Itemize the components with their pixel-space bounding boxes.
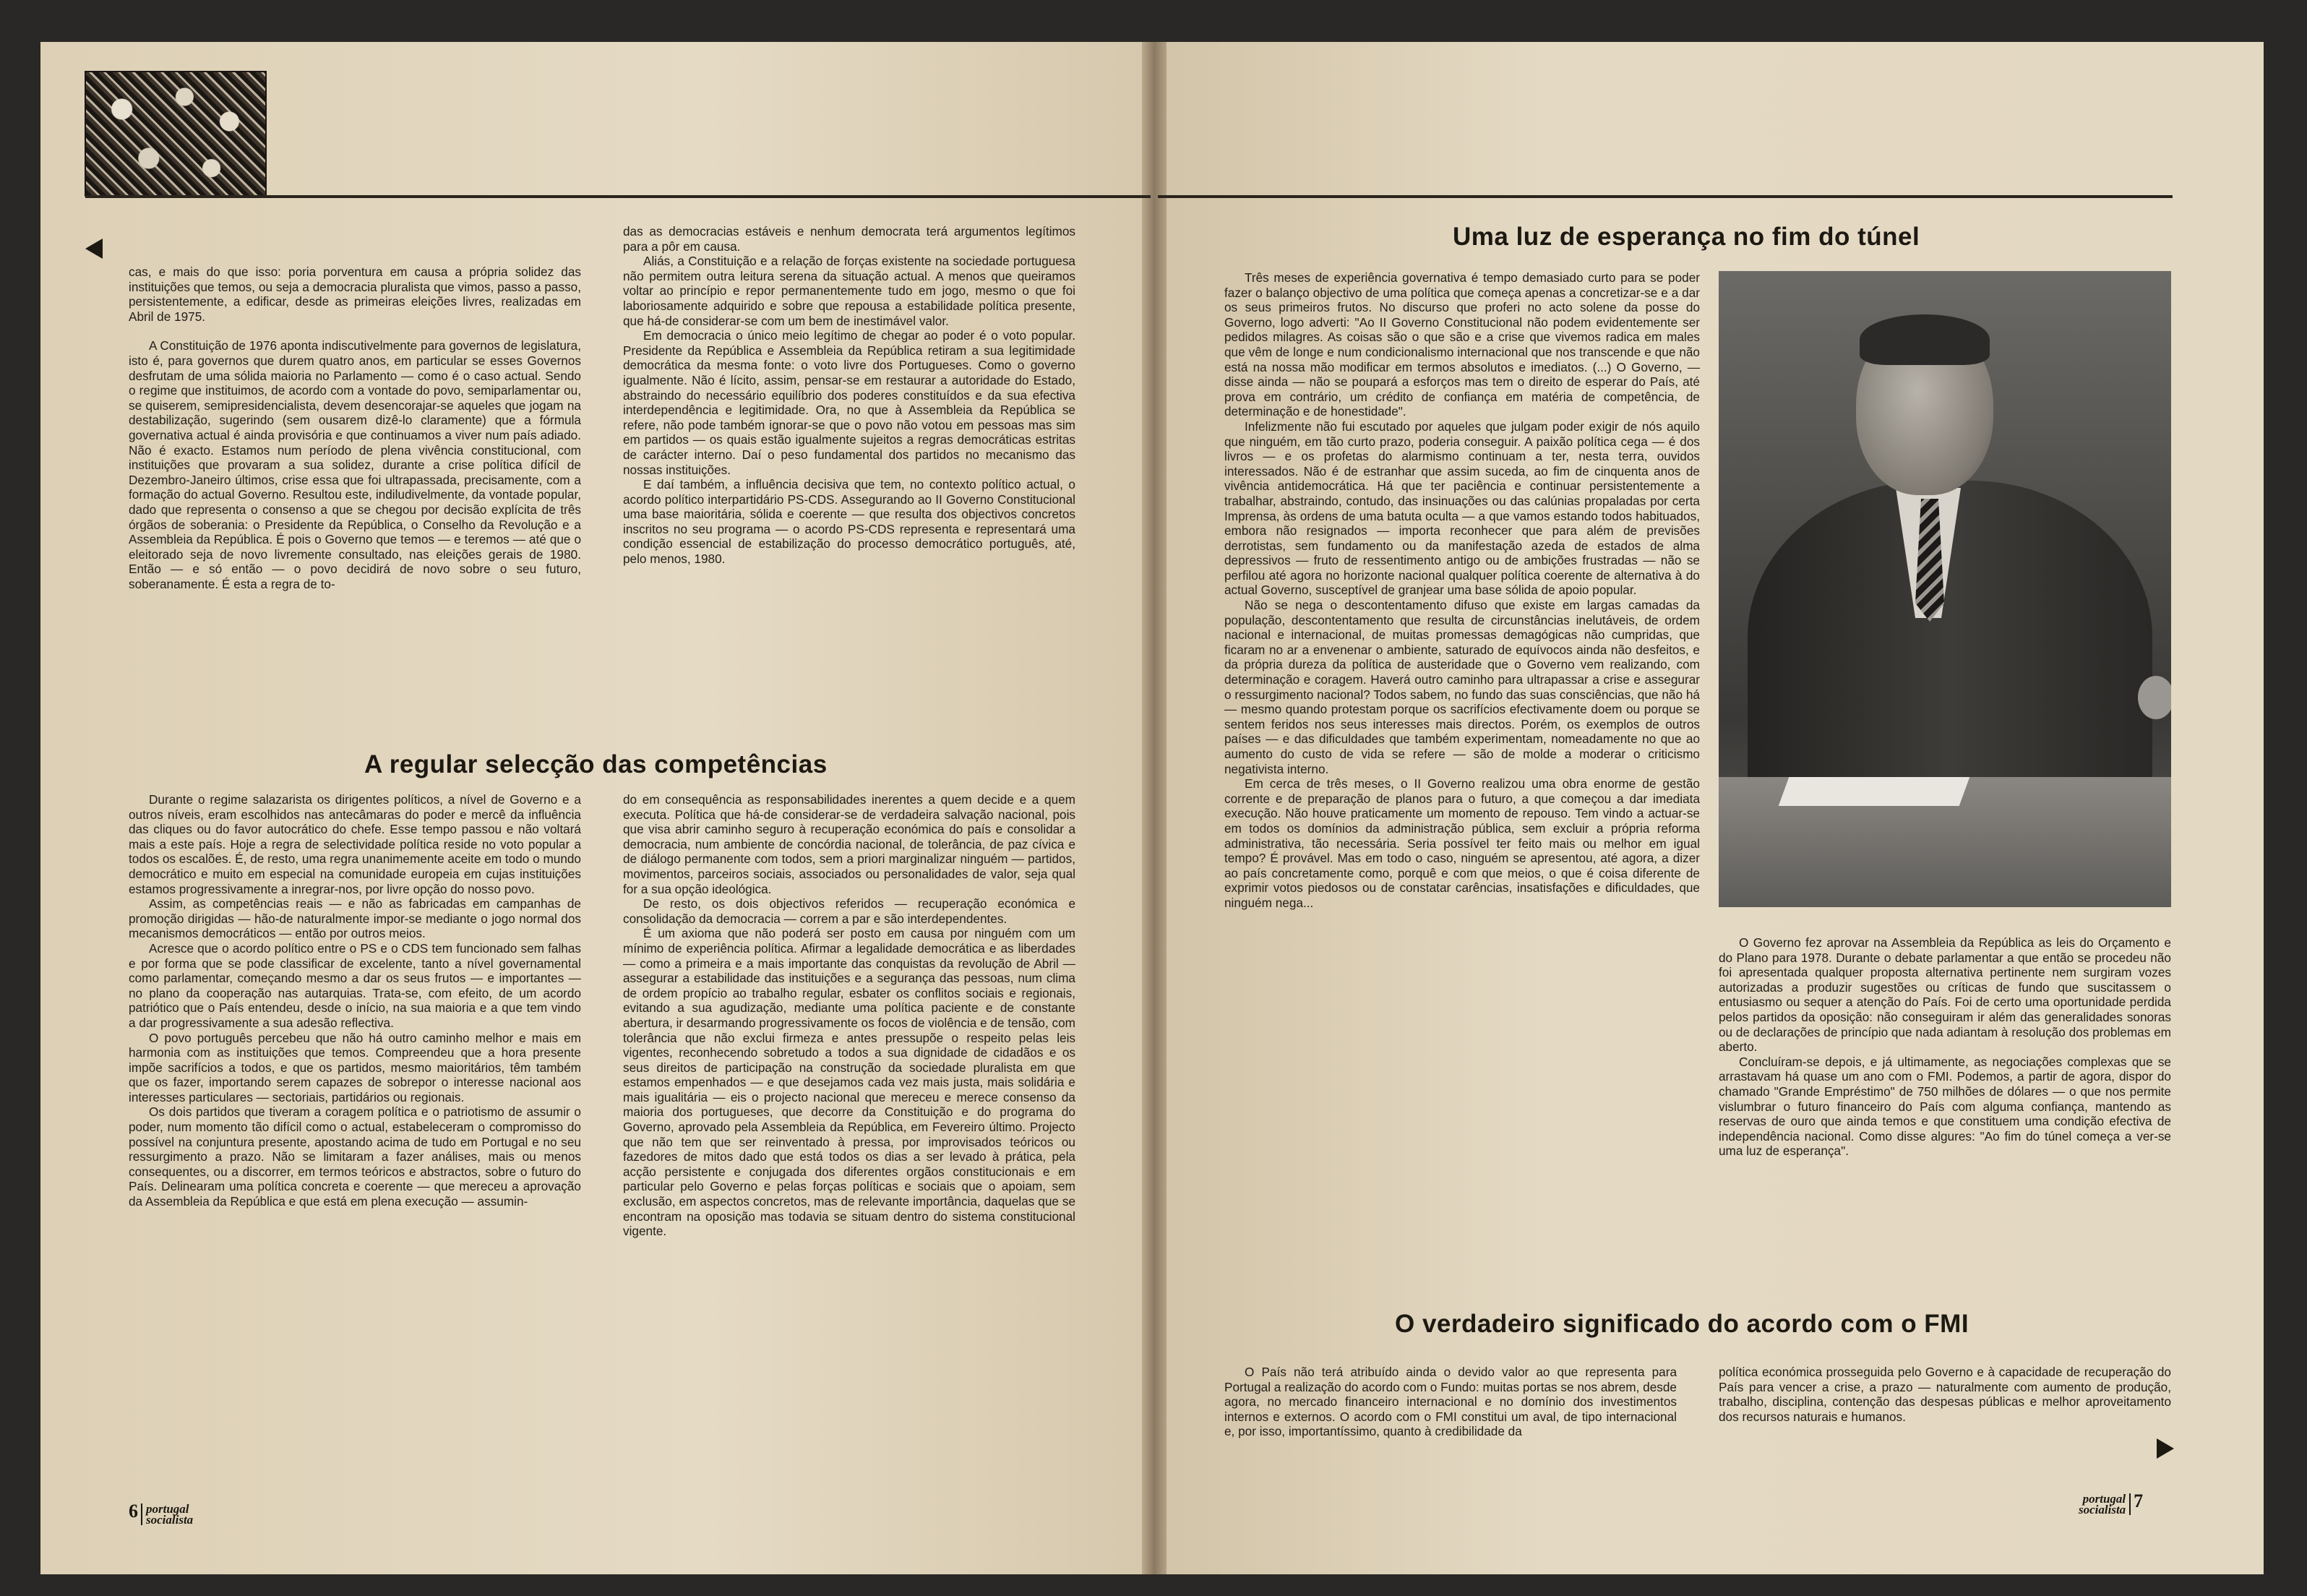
paragraph: Acresce que o acordo político entre o PS e o CDS tem funcionado sem falhas e por forma que se pode classificar de excelente, tanto a nível governamental como parlamentar, começando mesmo a dar os seus frutos — e importantes — no plano da cooperação nas autarquias. Trata-se, com efeito, de um acordo patriótico que o País entendeu, desde o início, na sua maioria e a que tem vindo a dar progressivamente a sua adesão reflectiva. (129, 940, 581, 1030)
paragraph: Assim, as competências reais — e não as fabricadas em campanhas de promoção dirigidas — hão-de naturalmente impor-se mediante o jogo normal dos mecanismos democráticos — então por outros meios. (129, 896, 581, 941)
paragraph: Não se nega o descontentamento difuso que existe em largas camadas da população, descontentamento que resulta de circunstâncias inelutáveis, de ordem nacional e internacional, de muitas promessas demagógicas não cumpridas, que ficaram no ar a envenenar o ambiente, saturado de equívocos ainda não desfeitos, e da própria dureza da política de austeridade que o Governo vem realizando, com determinação e coragem. Haverá outro caminho para ultrapassar a crise e assegurar o ressurgimento nacional? Todos sabem, no fundo das suas consciências, que não há — mesmo quando protestam porque os sacrifícios efectivamente doem ou porque se sentem feridos nos seus interesses mais directos. Porém, os exemplos de outros países — e das dificuldades que também experimentam, nomeadamente no que ao aumento do custo de vida se refere — são de molde a moderar o criticismo negativista interno. (1224, 598, 1700, 776)
heading-uma-luz: Uma luz de esperança no fim do túnel (1453, 223, 1920, 251)
left-col1-bottom (129, 792, 581, 1209)
paragraph: das as democracias estáveis e nenhum democrata terá argumentos legítimos para a pôr em causa. (623, 224, 1075, 254)
left-col1-top (129, 265, 581, 591)
paragraph: Em cerca de três meses, o II Governo realizou uma obra enorme de gestão corrente e de preparação de planos para o futuro, a que começou a dar imediata execução. Não houve praticamente um momento de repouso. Tem vindo a actuar-se em todos os domínios da administração pública, sem excluir a própria reforma administrativa, tão necessária. Seria possível ter feito mais ou melhor em igual tempo? É provável. Mas em todo o caso, ninguém se apresentou, até agora, a dizer ao país concretamente como, porquê e com que meios, o que é coisa diferente de exprimir votos piedosos ou de constatar carências, insatisfações e dificuldades, que ninguém nega... (1224, 776, 1700, 910)
paragraph: É um axioma que não poderá ser posto em causa por ninguém com um mínimo de experiência política. Afirmar a legalidade democrática e as liberdades — como a primeira e a mais importante das conquistas da revolução de Abril — assegurar a estabilidade das instituições e a segurança das pessoas, num clima de ordem propício ao trabalho regular, esbater os conflitos sociais e regionais, evitando a sua agudização, mediante uma política paciente e de constante abertura, ir desarmando progressivamente os focos de violência e de tensão, com tolerância que não exclui firmeza e antes pressupõe o respeito pelas leis vigentes, reconhecendo sobretudo a todos a sua dignidade de cidadãos e os seus direitos de participação na construção da sociedade pluralista em que estamos empenhados — e que desejamos cada vez mais justa, mais solidária e mais igualitária — eis o projecto nacional que mereceu e merece consenso da maioria dos portugueses, que decorre da Constituição e do programa do Governo, aprovado pela Assembleia da República, em Fevereiro último. Projecto que não tem que ser reinventado à pressa, por improvisados teóricos ou fazedores de mitos dado que está todos os dias a ser levado à prática, pela acção persistente e conjugada dos diferentes orgãos constitucionais e em particular pelo Governo e pelas forças políticas e sociais que o apoiam, sem exclusão, em aspectos concretos, mas de relevante importância, daquelas que se encontram na oposição mas todavia se situam dentro do sistema constitucional vigente. (623, 926, 1075, 1239)
paragraph: Aliás, a Constituição e a relação de forças existente na sociedade portuguesa não permitem outra leitura serena da situação actual. A menos que queiramos voltar ao princípio e repor permanentemente tudo em jogo, mesmo o que foi laboriosamente adquirido e sobre que repousa a estabilidade política presente, que há-de considerar-se com um bem de inestimável valor. (623, 254, 1075, 328)
paragraph: O Governo fez aprovar na Assembleia da República as leis do Orçamento e do Plano para 1978. Durante o debate parlamentar a que então se procedeu não foi apresentada qualquer proposta alternativa pertinente nem surgiram vozes autorizadas a produzir sugestões ou críticas de fundo que suscitassem o entusiasmo ou sequer a atenção do País. Foi de certo uma oportunidade perdida pelos partidos da oposição: não conseguiram ir além das generalidades sonoras ou de declarações de princípio que nada adiantam à resolução dos problemas em aberto. (1719, 935, 2171, 1055)
right-col1-bottom (1224, 1365, 1677, 1439)
paragraph: do em consequência as responsabilidades inerentes a quem decide e a quem executa. Política que há-de considerar-se de verdadeira salvação nacional, pois que visa abrir caminho seguro à recuperação económica do país e consolidar a democracia, num ambiente de concórdia nacional, de tolerância, de paz cívica e de diálogo permanente com todos, sem a priori marginalizar ninguém — partidos, movimentos, parceiros sociais, associados ou personalidades de valor, seja qual for a sua opção ideológica. (623, 792, 1075, 896)
paragraph: cas, e mais do que isso: poria porventura em causa a própria solidez das instituições que temos, ou seja a democracia pluralista que vimos, passo a passo, persistentemente, a edificar, desde as primeiras eleições livres, realizadas em Abril de 1975. (129, 265, 581, 324)
heading-fmi: O verdadeiro significado do acordo com o FMI (1395, 1310, 1969, 1338)
portrait-photo (1719, 271, 2171, 907)
arrow-left-icon (85, 239, 103, 259)
right-col2 (1719, 935, 2171, 1159)
paragraph: E daí também, a influência decisiva que tem, no contexto político actual, o acordo político interpartidário PS-CDS. Assegurando ao II Governo Constitucional uma base maioritária, sólida e coerente — que resulta dos objectivos concretos inscritos no seu programa — o acordo PS-CDS representa e representará uma condição essencial de estabilização do processo democrático português, até, pelo menos, 1980. (623, 477, 1075, 567)
page-number: 7 (2134, 1490, 2144, 1511)
left-col2-top (623, 224, 1075, 567)
masthead-logo: portugal socialista (2079, 1493, 2131, 1515)
left-col2-bottom (623, 792, 1075, 1239)
masthead-logo: portugal socialista (141, 1503, 193, 1525)
paragraph: O País não terá atribuído ainda o devido valor ao que representa para Portugal a realização do acordo com o Fundo: muitas portas se nos abrem, desde agora, no mercado financeiro internacional e no domínio dos investimentos internos e externos. O acordo com o FMI constitui um aval, de tipo internacional e, por isso, importantíssimo, quanto à credibilidade da (1224, 1365, 1677, 1439)
right-col2-bottom (1719, 1365, 2171, 1424)
paragraph: Concluíram-se depois, e já ultimamente, as negociações complexas que se arrastavam há quase um ano com o FMI. Podemos, a partir de agora, dispor do chamado "Grande Empréstimo" de 750 milhões de dólares — o que nos permite vislumbrar o futuro financeiro do País com alguma confiança, mantendo as reservas de ouro que ainda temos e que constituem uma condição efectiva de independência nacional. Como disse algures: "Ao fim do túnel começa a ver-se uma luz de esperança". (1719, 1054, 2171, 1159)
paragraph: Em democracia o único meio legítimo de chegar ao poder é o voto popular. Presidente da República e Assembleia da República retiram a sua legitimidade democrática da mesma fonte: o voto livre dos Portugueses. Como o governo igualmente. Não é lícito, assim, pensar-se em restaurar a autoridade do Estado, abstraindo do necessário equilíbrio dos poderes constituídos e da sua efectiva interdependência e legitimidade. Ora, no que à Assembleia da República se refere, não pode também ignorar-se que o povo não votou em pessoas mas sim em partidos — os quais estão igualmente sujeitos a regras democráticas estritas de carácter interno. Daí o peso fundamental dos partidos no mecanismo das nossas instituições. (623, 328, 1075, 477)
header-rule-right (1158, 195, 2173, 198)
header-rule-left (85, 195, 1151, 198)
paragraph: Durante o regime salazarista os dirigentes políticos, a nível de Governo e a outros níveis, eram escolhidos nas antecâmaras do poder e mercê da influência das cliques ou do favor autocrático do chefe. Esse tempo passou e não voltará mais a este país. Hoje a regra de selectividade política reside no voto popular a todos os escalões. É, de resto, uma regra unanimemente aceite em todo o mundo democrático e muito em especial na comunidade europeia em cujas instituições estamos progressivamente a inregrar-nos, por livre opção do nosso povo. (129, 792, 581, 896)
paragraph: política económica prosseguida pelo Governo e à capacidade de recuperação do País para vencer a crise, a prazo — naturalmente com aumento de produção, trabalho, disciplina, contenção das despesas públicas e melhor aproveitamento dos recursos naturais e humanos. (1719, 1365, 2171, 1424)
folio-left (129, 1501, 193, 1525)
paragraph: Os dois partidos que tiveram a coragem política e o patriotismo de assumir o poder, num momento tão difícil como o actual, estabeleceram o compromisso do possível na conjuntura presente, apostando acima de tudo em Portugal e no seu ressurgimento a prazo. Não se limitaram a fazer análises, mais ou menos consequentes, ou a discorrer, em termos teóricos e abstractos, sobre o futuro do País. Delinearam uma política concreta e coerente — que mereceu a aprovação da Assembleia da República e que está em plena execução — assumin- (129, 1104, 581, 1209)
header-photo-collage (85, 71, 267, 197)
paragraph: Três meses de experiência governativa é tempo demasiado curto para se poder fazer o balanço objectivo de uma política que começa apenas a concretizar-se e a dar os seus primeiros frutos. No discurso que proferi no acto solene da posse do Governo, logo adverti: "Ao II Governo Constitucional não podem evidentemente ser pedidos milagres. As coisas são o que são e a crise que vivemos radica em males que vêm de longe e num condicionalismo internacional que nos transcende e que não está na nossa mão modificar em termos absolutos e imediatos. (...) O Governo, — disse ainda — não se poupará a esforços mas tem o direito de esperar do País, até prova em contrário, um crédito de confiança em matéria de competência, de determinação e de honestidade". (1224, 270, 1700, 419)
arrow-right-icon (2157, 1438, 2174, 1459)
right-col1 (1224, 270, 1700, 911)
folio-right (2079, 1490, 2143, 1515)
page-number: 6 (129, 1501, 138, 1522)
heading-regular-seleccao: A regular selecção das competências (364, 750, 828, 778)
spine-gutter (1142, 42, 1167, 1574)
paragraph: O povo português percebeu que não há outro caminho melhor e mais em harmonia com as instituições que temos. Compreendeu que a hora presente impõe sacrifícios a todos, e que os partidos, mesmo maioritários, têm também que os fazer, importando serem capazes de sobrepor o interesse nacional aos interesses particulares — sectoriais, partidários ou regionais. (129, 1030, 581, 1104)
paragraph: A Constituição de 1976 aponta indiscutivelmente para governos de legislatura, isto é, para governos que durem quatro anos, em particular se esses Governos desfrutam de uma sólida maioria no Parlamento — como é o caso actual. Sendo o regime que instituimos, de acordo com a vontade do povo, semiparlamentar ou, se quiserem, semipresidencialista, devem desencorajar-se aqueles que jogam na destabilização, sugerindo (sem ousarem dizê-lo claramente) que a fórmula governativa actual é ainda provisória e que continuamos a viver num país adiado. Não é exacto. Estamos num período de plena vivência constitucional, com instituições que provaram a sua solidez, durante a crise política difícil de Dezembro-Janeiro últimos, crise essa que foi ultrapassada, precisamente, com a formação do actual Governo. Resultou este, indiludivelmente, da vontade popular, dado que representa o consenso a que se chegou por decisão explícita de três órgãos de soberania: o Presidente da República, o Conselho da Revolução e a Assembleia da República. É pois o Governo que temos — e teremos — até que o eleitorado seja de novo livremente consultado, nas eleições gerais de 1980. Então — e só então — o povo decidirá de novo sobre o seu futuro, soberanamente. É esta a regra de to- (129, 338, 581, 591)
paragraph: De resto, os dois objectivos referidos — recuperação económica e consolidação da democracia — correm a par e são interdependentes. (623, 896, 1075, 926)
paragraph: Infelizmente não fui escutado por aqueles que julgam poder exigir de nós aquilo que ninguém, em tão curto prazo, poderia conseguir. A paixão política cega — é dos livros — e os profetas do alarmismo continuam a ter, nesta terra, ouvidos interessados. Não é de estranhar que assim suceda, ao fim de cinquenta anos de vivência antidemocrática. Há que ter paciência e continuar persistentemente a trabalhar, abstraindo, contudo, das insinuações ou das calúnias propaladas por certa Imprensa, às ordens de uma batuta oculta — a que vamos estando todos habituados, embora não resignados — importa reconhecer que para além de previsões derrotistas, sem fundamento ou da manifestação azeda de estados de alma depressivos — fruto de ressentimento antigo ou de ambições frustradas — não se perfilou até agora no horizonte nacional qualquer política coerente de alternativa à do actual Governo, susceptível de granjear uma base sólida de apoio popular. (1224, 419, 1700, 598)
